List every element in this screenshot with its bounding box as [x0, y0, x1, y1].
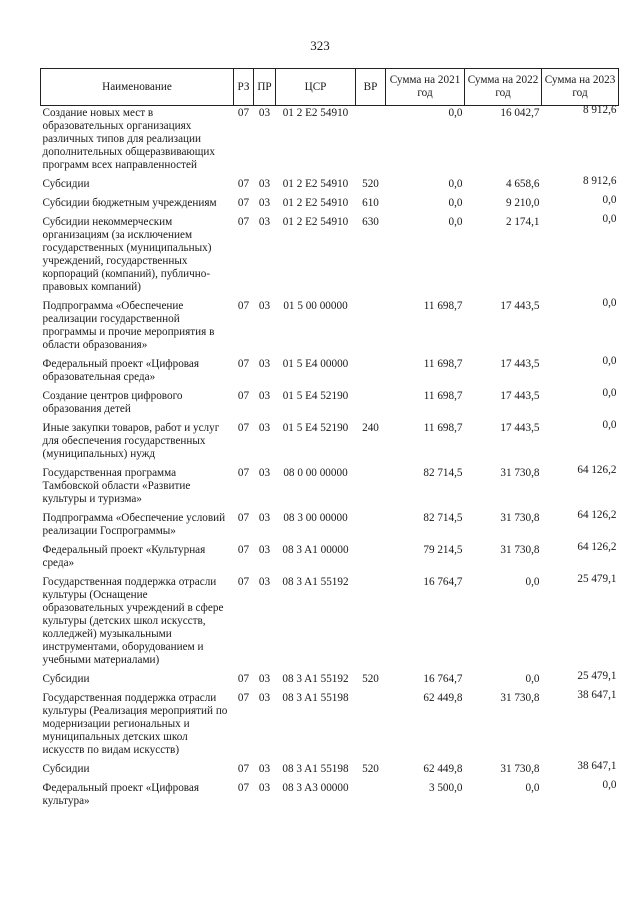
row-csr: 08 3 A3 00000 — [282, 782, 349, 794]
row-sum-2022: 2 174,1 — [505, 216, 540, 228]
row-vr: 240 — [362, 422, 379, 434]
row-sum-2021: 62 449,8 — [423, 692, 463, 704]
row-name: Государственная программа Тамбовской области «Развитие культуры и туризма» — [42, 467, 191, 505]
row-pr: 03 — [258, 422, 271, 434]
row-rz: 07 — [237, 197, 250, 209]
row-pr: 03 — [258, 692, 271, 704]
row-vr: 520 — [362, 763, 379, 775]
row-csr: 01 2 E2 54910 — [282, 178, 349, 190]
row-sum-2023: 64 126,2 — [577, 541, 617, 553]
row-sum-2022: 0,0 — [525, 673, 540, 685]
row-name: Государственная поддержка отрасли культуры (Оснащение образовательных учреждений в сфере культуры (детских школ искусств, колледжей) музыкальными инструментами, оборудованием и учебными материалами) — [42, 576, 224, 666]
row-sum-2023: 0,0 — [602, 387, 617, 399]
table-row — [41, 781, 619, 813]
row-name: Подпрограмма «Обеспечение условий реализации Госпрограммы» — [42, 512, 226, 537]
row-name: Федеральный проект «Культурная среда» — [42, 544, 206, 569]
row-sum-2023: 0,0 — [602, 213, 617, 225]
row-sum-2021: 3 500,0 — [428, 782, 463, 794]
row-vr — [356, 691, 386, 762]
row-csr: 01 5 E4 52190 — [282, 422, 349, 434]
table-row — [41, 106, 619, 178]
row-name: Иные закупки товаров, работ и услуг для обеспечения государственных (муниципальных) нужд — [42, 422, 220, 460]
row-sum-2023: 64 126,2 — [577, 464, 617, 476]
row-name: Государственная поддержка отрасли культуры (Реализация мероприятий по модернизации региональных и муниципальных детских школ искусств по видам искусств) — [42, 692, 228, 756]
row-csr: 01 5 E4 52190 — [282, 390, 349, 402]
row-vr — [356, 466, 386, 511]
table-row — [41, 299, 619, 357]
table-row — [41, 511, 619, 543]
row-sum-2022: 31 730,8 — [500, 763, 540, 775]
row-rz: 07 — [237, 673, 250, 685]
row-csr: 08 3 A1 00000 — [282, 544, 349, 556]
row-name: Федеральный проект «Цифровая культура» — [42, 782, 200, 807]
row-rz: 07 — [237, 107, 250, 119]
header-rz: РЗ — [234, 69, 254, 106]
row-rz: 07 — [237, 358, 250, 370]
row-vr: 520 — [362, 673, 379, 685]
row-sum-2021: 16 764,7 — [423, 576, 463, 588]
row-sum-2021: 11 698,7 — [423, 422, 463, 434]
row-vr — [356, 299, 386, 357]
row-sum-2021: 11 698,7 — [423, 390, 463, 402]
row-csr: 01 5 E4 00000 — [282, 358, 349, 370]
row-sum-2022: 0,0 — [525, 576, 540, 588]
row-sum-2021: 0,0 — [448, 216, 463, 228]
row-pr: 03 — [258, 467, 271, 479]
row-sum-2023: 8 912,6 — [582, 175, 617, 187]
row-sum-2023: 25 479,1 — [577, 573, 617, 585]
row-vr — [356, 511, 386, 543]
row-pr: 03 — [258, 763, 271, 775]
row-pr: 03 — [258, 300, 271, 312]
row-sum-2022: 16 042,7 — [500, 107, 540, 119]
table-header-row — [41, 69, 619, 106]
row-rz: 07 — [237, 178, 250, 190]
header-sum-2022: Сумма на 2022 год — [465, 69, 542, 106]
row-sum-2023: 0,0 — [602, 194, 617, 206]
table-row — [41, 196, 619, 215]
row-pr: 03 — [258, 782, 271, 794]
row-name: Подпрограмма «Обеспечение реализации государственной программы и прочие мероприятия в области образования» — [42, 300, 215, 351]
table-row — [41, 215, 619, 299]
table-row — [41, 575, 619, 672]
row-rz: 07 — [237, 216, 250, 228]
row-sum-2022: 17 443,5 — [500, 358, 540, 370]
row-sum-2023: 25 479,1 — [577, 670, 617, 682]
row-sum-2021: 11 698,7 — [423, 358, 463, 370]
header-name: Наименование — [41, 69, 234, 106]
row-sum-2021: 62 449,8 — [423, 763, 463, 775]
row-csr: 01 2 E2 54910 — [282, 107, 349, 119]
row-csr: 08 3 A1 55198 — [282, 692, 349, 704]
row-sum-2023: 0,0 — [602, 355, 617, 367]
row-csr: 08 3 00 00000 — [283, 512, 348, 524]
row-sum-2021: 0,0 — [448, 178, 463, 190]
row-rz: 07 — [237, 512, 250, 524]
row-csr: 01 2 E2 54910 — [282, 197, 349, 209]
table-row — [41, 177, 619, 196]
row-rz: 07 — [237, 422, 250, 434]
row-rz: 07 — [237, 692, 250, 704]
row-name: Создание центров цифрового образования детей — [42, 390, 183, 415]
row-vr — [356, 543, 386, 575]
table-row — [41, 389, 619, 421]
header-sum-2023: Сумма на 2023 год — [542, 69, 619, 106]
table-row — [41, 466, 619, 511]
row-sum-2023: 38 647,1 — [577, 760, 617, 772]
row-sum-2023: 0,0 — [602, 297, 617, 309]
row-name: Субсидии — [42, 673, 90, 685]
row-sum-2021: 11 698,7 — [423, 300, 463, 312]
row-sum-2022: 17 443,5 — [500, 300, 540, 312]
row-vr — [356, 575, 386, 672]
row-sum-2022: 4 658,6 — [505, 178, 540, 190]
row-pr: 03 — [258, 107, 271, 119]
row-rz: 07 — [237, 576, 250, 588]
header-csr: ЦСР — [276, 69, 356, 106]
row-pr: 03 — [258, 673, 271, 685]
row-pr: 03 — [258, 216, 271, 228]
row-name: Создание новых мест в образовательных организациях различных типов для реализации дополнительных общеразвивающих программ всех направленностей — [42, 107, 215, 171]
row-pr: 03 — [258, 576, 271, 588]
header-vr: ВР — [356, 69, 386, 106]
table-row — [41, 543, 619, 575]
table-row — [41, 762, 619, 781]
row-rz: 07 — [237, 467, 250, 479]
row-name: Субсидии — [42, 178, 90, 190]
row-rz: 07 — [237, 782, 250, 794]
row-sum-2022: 31 730,8 — [500, 544, 540, 556]
row-csr: 08 3 A1 55198 — [282, 763, 349, 775]
row-vr — [356, 106, 386, 178]
row-sum-2022: 17 443,5 — [500, 422, 540, 434]
row-sum-2021: 0,0 — [448, 197, 463, 209]
table-row — [41, 691, 619, 762]
row-name: Субсидии — [42, 763, 90, 775]
row-pr: 03 — [258, 358, 271, 370]
row-sum-2023: 8 912,6 — [582, 104, 617, 116]
row-name: Субсидии некоммерческим организациям (за исключением государственных (муниципальных) учреждений, государственных корпораций (компаний), публично-правовых компаний) — [42, 216, 212, 293]
row-pr: 03 — [258, 390, 271, 402]
row-csr: 08 3 A1 55192 — [282, 576, 349, 588]
row-sum-2022: 9 210,0 — [505, 197, 540, 209]
row-vr: 520 — [362, 178, 379, 190]
row-csr: 01 2 E2 54910 — [282, 216, 349, 228]
row-sum-2023: 0,0 — [602, 779, 617, 791]
table-row — [41, 357, 619, 389]
row-vr — [356, 389, 386, 421]
row-sum-2021: 82 714,5 — [423, 467, 463, 479]
row-sum-2021: 79 214,5 — [423, 544, 463, 556]
row-csr: 08 3 A1 55192 — [282, 673, 349, 685]
table-row — [41, 421, 619, 466]
budget-table — [40, 68, 619, 813]
row-name: Субсидии бюджетным учреждениям — [42, 197, 217, 209]
row-sum-2021: 0,0 — [448, 107, 463, 119]
row-vr — [356, 357, 386, 389]
row-pr: 03 — [258, 178, 271, 190]
row-sum-2021: 16 764,7 — [423, 673, 463, 685]
header-pr: ПР — [254, 69, 276, 106]
row-csr: 01 5 00 00000 — [283, 300, 348, 312]
page-number: 323 — [310, 38, 330, 53]
row-sum-2023: 0,0 — [602, 419, 617, 431]
row-name: Федеральный проект «Цифровая образовательная среда» — [42, 358, 200, 383]
row-rz: 07 — [237, 544, 250, 556]
row-sum-2022: 31 730,8 — [500, 512, 540, 524]
row-pr: 03 — [258, 512, 271, 524]
row-sum-2023: 64 126,2 — [577, 509, 617, 521]
header-sum-2021: Сумма на 2021 год — [386, 69, 465, 106]
row-sum-2022: 31 730,8 — [500, 467, 540, 479]
row-sum-2021: 82 714,5 — [423, 512, 463, 524]
row-sum-2023: 38 647,1 — [577, 689, 617, 701]
row-rz: 07 — [237, 763, 250, 775]
table-row — [41, 672, 619, 691]
row-vr: 610 — [362, 197, 379, 209]
row-vr — [356, 781, 386, 813]
row-pr: 03 — [258, 197, 271, 209]
row-csr: 08 0 00 00000 — [283, 467, 348, 479]
row-sum-2022: 17 443,5 — [500, 390, 540, 402]
row-sum-2022: 31 730,8 — [500, 692, 540, 704]
row-rz: 07 — [237, 390, 250, 402]
row-pr: 03 — [258, 544, 271, 556]
row-sum-2022: 0,0 — [525, 782, 540, 794]
row-rz: 07 — [237, 300, 250, 312]
row-vr: 630 — [362, 216, 379, 228]
